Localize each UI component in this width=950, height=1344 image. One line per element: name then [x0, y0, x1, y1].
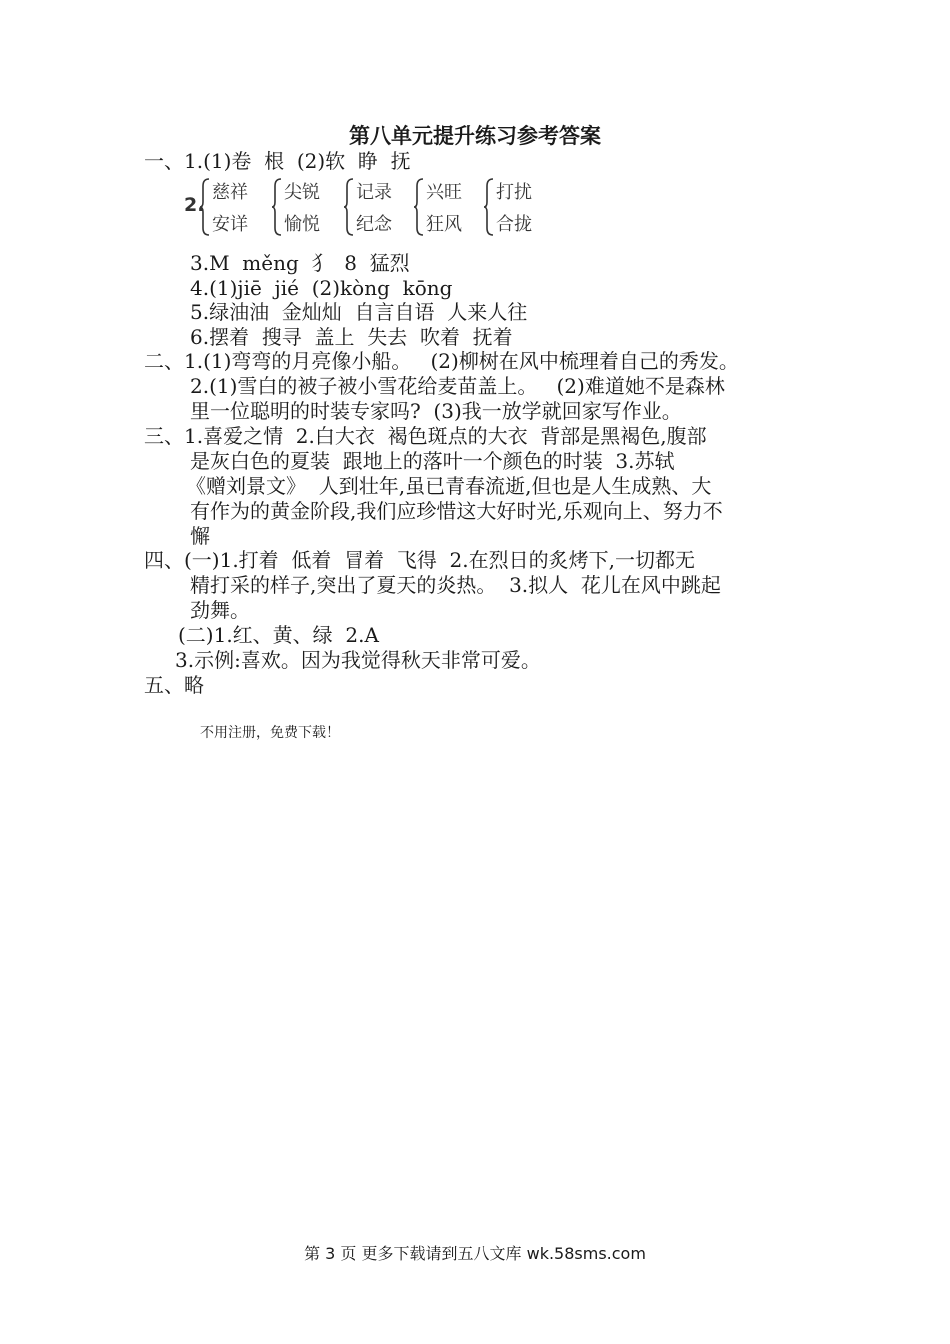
answer-line-1-5: 5.绿油油 金灿灿 自言自语 人来人往: [190, 300, 528, 324]
answer-line-3-1: 三、1.喜爱之情 2.白大衣 褐色斑点的大衣 背部是黑褐色,腹部: [144, 424, 707, 448]
answer-line-4-5: 3.示例:喜欢。因为我觉得秋天非常可爱。: [175, 648, 541, 672]
brace-word-top: 记录: [356, 182, 392, 203]
download-note: 不用注册，免费下载！: [200, 725, 340, 741]
page-footer: 第 3 页 更多下载请到五八文库 wk.58sms.com: [304, 1244, 646, 1263]
brace-group: [184, 176, 584, 238]
answer-line-2-2: 2.(1)雪白的被子被小雪花给麦苗盖上。 (2)难道她不是森林: [190, 374, 725, 398]
brace-word-bottom: 合拢: [496, 214, 532, 235]
brace-icon: [200, 178, 210, 236]
answer-line-3-2: 是灰白色的夏装 跟地上的落叶一个颜色的时装 3.苏轼: [190, 449, 675, 473]
brace-icon: [484, 178, 494, 236]
brace-icon: [272, 178, 282, 236]
brace-group-number: 2.: [184, 194, 205, 216]
answer-line-4-3: 劲舞。: [190, 598, 250, 622]
answer-line-2-3: 里一位聪明的时装专家吗? (3)我一放学就回家写作业。: [190, 399, 682, 423]
answer-line-3-3: 《赠刘景文》 人到壮年,虽已青春流逝,但也是人生成熟、大: [186, 474, 712, 498]
answer-line-4-1: 四、(一)1.打着 低着 冒着 飞得 2.在烈日的炙烤下,一切都无: [144, 548, 695, 572]
brace-word-bottom: 纪念: [356, 214, 392, 235]
answer-line-1-6: 6.摆着 搜寻 盖上 失去 吹着 抚着: [190, 325, 513, 349]
page-title: 第八单元提升练习参考答案: [349, 123, 601, 148]
answer-line-3-4: 有作为的黄金阶段,我们应珍惜这大好时光,乐观向上、努力不: [190, 499, 723, 523]
brace-word-top: 尖锐: [284, 182, 320, 203]
brace-word-top: 兴旺: [426, 182, 462, 203]
brace-word-top: 打扰: [496, 182, 532, 203]
brace-word-bottom: 愉悦: [284, 214, 320, 235]
answer-line-2-1: 二、1.(1)弯弯的月亮像小船。 (2)柳树在风中梳理着自己的秀发。: [144, 349, 739, 373]
answer-line-5: 五、略: [144, 673, 204, 697]
brace-icon: [414, 178, 424, 236]
brace-word-top: 慈祥: [212, 182, 248, 203]
answer-line-4-4: (二)1.红、黄、绿 2.A: [178, 623, 379, 647]
answer-line-4-2: 精打采的样子,突出了夏天的炎热。 3.拟人 花儿在风中跳起: [190, 573, 721, 597]
brace-word-bottom: 狂风: [426, 214, 462, 235]
answer-line-1-3: 3.M měng 犭 8 猛烈: [190, 251, 410, 275]
brace-word-bottom: 安详: [212, 214, 248, 235]
answer-line-1-4: 4.(1)jiē jié (2)kòng kōng: [190, 276, 453, 300]
brace-icon: [344, 178, 354, 236]
answer-line-3-5: 懈: [190, 524, 210, 548]
answer-line-1-1: 一、1.(1)卷 根 (2)软 睁 抚: [144, 149, 411, 173]
